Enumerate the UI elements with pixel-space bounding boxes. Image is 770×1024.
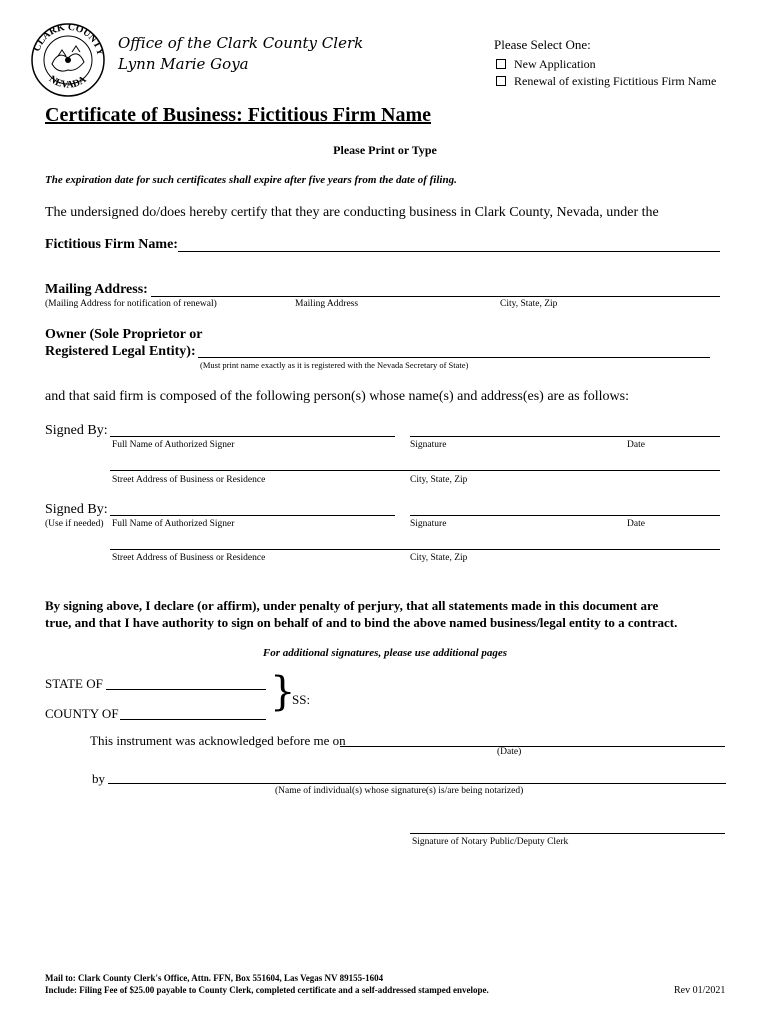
signer2-signature-field[interactable] — [410, 515, 720, 516]
date-caption: (Date) — [497, 747, 522, 757]
notarized-names-field[interactable] — [108, 783, 726, 784]
brace-symbol: } — [270, 669, 296, 715]
signer1-name-caption: Full Name of Authorized Signer — [112, 440, 235, 450]
signer1-street-caption: Street Address of Business or Residence — [112, 475, 266, 485]
declaration-line2: true, and that I have authority to sign on behalf of and to bind the above named business/legal entity to a contract. — [45, 615, 678, 630]
signer1-signature-field[interactable] — [410, 436, 720, 437]
state-of-field[interactable] — [106, 689, 266, 690]
acknowledged-date-field[interactable] — [340, 746, 725, 747]
mailing-note: (Mailing Address for notification of renewal) — [45, 299, 217, 309]
signer2-if-needed: (Use if needed) — [45, 519, 104, 529]
notary-signature-caption: Signature of Notary Public/Deputy Clerk — [412, 837, 569, 847]
declaration-line1: By signing above, I declare (or affirm), under penalty of perjury, that all statements made in this document are — [45, 598, 659, 613]
new-application-option[interactable] — [496, 57, 596, 72]
signer1-address-field[interactable] — [110, 470, 720, 471]
renewal-option[interactable] — [496, 74, 716, 89]
footer-include: Include: Filing Fee of $25.00 payable to County Clerk, completed certificate and a self-addressed stamped envelope. — [45, 985, 489, 995]
acknowledged-text: This instrument was acknowledged before me on — [90, 733, 346, 748]
owner-label-line1: Owner (Sole Proprietor or — [45, 327, 203, 342]
signer2-name-caption: Full Name of Authorized Signer — [112, 519, 235, 529]
signer2-name-field[interactable] — [110, 515, 395, 516]
firm-name-field[interactable] — [178, 251, 720, 252]
state-of-label: STATE OF — [45, 676, 103, 691]
names-caption: (Name of individual(s) whose signature(s) is/are being notarized) — [275, 786, 524, 796]
signer2-city-caption: City, State, Zip — [410, 553, 468, 563]
composed-text: and that said firm is composed of the following person(s) whose name(s) and address(es) are as follows: — [45, 389, 629, 404]
notary-signature-field[interactable] — [410, 833, 725, 834]
signer2-signature-caption: Signature — [410, 519, 447, 529]
additional-signatures-note: For additional signatures, please use additional pages — [262, 647, 508, 659]
seal-bottom-text: NEVADA — [46, 73, 89, 91]
print-note: Please Print or Type — [333, 143, 437, 157]
signer1-name-field[interactable] — [110, 436, 395, 437]
signer2-label: Signed By: — [45, 502, 108, 517]
new-application-label: New Application — [514, 57, 596, 71]
new-application-checkbox[interactable] — [496, 59, 506, 69]
expiration-note: The expiration date for such certificates shall expire after five years from the date of filing. — [45, 174, 457, 186]
firm-name-label: Fictitious Firm Name: — [45, 237, 178, 252]
county-of-field[interactable] — [120, 719, 266, 720]
clark-county-seal — [28, 22, 108, 98]
certify-text: The undersigned do/does hereby certify that they are conducting business in Clark County, Nevada, under the — [45, 205, 659, 220]
owner-label-line2: Registered Legal Entity): — [45, 344, 196, 359]
page-title: Certificate of Business: Fictitious Firm Name — [45, 104, 432, 126]
ss-label: SS: — [292, 692, 311, 707]
revision-label: Rev 01/2021 — [674, 985, 726, 996]
clerk-name: Lynn Marie Goya — [118, 55, 249, 73]
footer-mail-to: Mail to: Clark County Clerk's Office, Attn. FFN, Box 551604, Las Vegas NV 89155-1604 — [45, 973, 384, 983]
owner-field[interactable] — [198, 357, 710, 358]
by-label: by — [92, 771, 105, 786]
signer1-date-caption: Date — [627, 440, 645, 450]
signer1-signature-caption: Signature — [410, 440, 447, 450]
renewal-checkbox[interactable] — [496, 76, 506, 86]
mailing-address-label: Mailing Address: — [45, 282, 148, 297]
mailing-address-field[interactable] — [151, 296, 720, 297]
signer2-street-caption: Street Address of Business or Residence — [112, 553, 266, 563]
signer2-date-caption: Date — [627, 519, 645, 529]
seal-top-text: CLARK COUNTY — [31, 22, 106, 57]
office-name: Office of the Clark County Clerk — [118, 34, 364, 52]
signer1-label: Signed By: — [45, 423, 108, 438]
owner-note: (Must print name exactly as it is registered with the Nevada Secretary of State) — [200, 360, 469, 370]
signer2-address-field[interactable] — [110, 549, 720, 550]
signer1-city-caption: City, State, Zip — [410, 475, 468, 485]
county-of-label: COUNTY OF — [45, 706, 119, 721]
mailing-city-caption: City, State, Zip — [500, 299, 558, 309]
mailing-address-caption: Mailing Address — [295, 299, 359, 309]
renewal-label: Renewal of existing Fictitious Firm Name — [514, 74, 717, 88]
select-label: Please Select One: — [494, 37, 591, 52]
